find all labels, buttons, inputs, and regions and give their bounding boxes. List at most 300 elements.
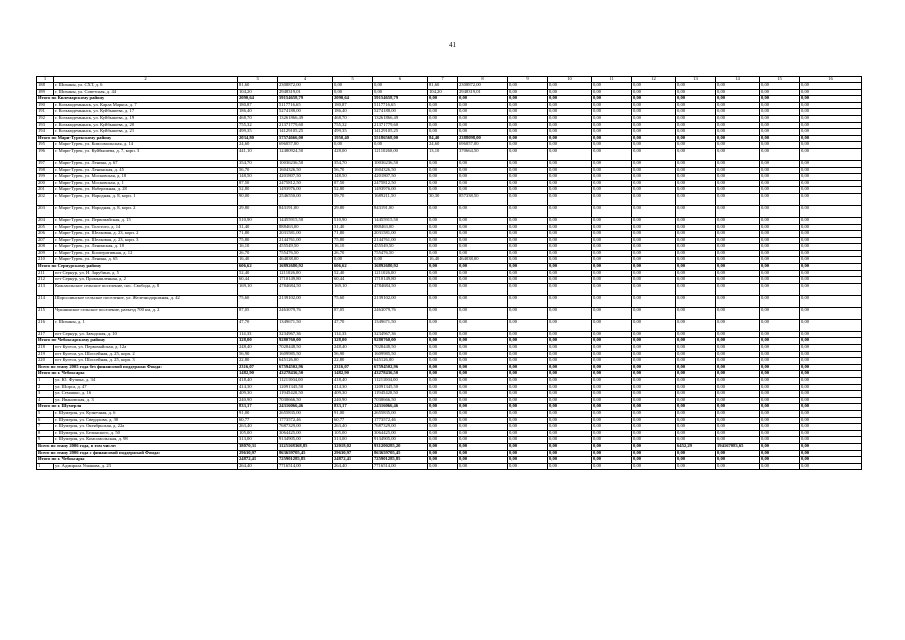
subtotal-label: Всего по этапу 2006 года, в том числе:: [37, 443, 238, 450]
value-cell: 0,00: [458, 384, 508, 391]
value-cell: 428,00: [333, 148, 373, 160]
value-cell: 0,00: [508, 345, 548, 352]
value-cell: 755,32: [333, 122, 373, 129]
value-cell: 0,00: [676, 295, 716, 307]
value-cell: 0,00: [428, 160, 458, 167]
value-cell: 4201807,50: [373, 174, 428, 181]
value-cell: 7030666,50: [278, 397, 333, 404]
value-cell: 0,00: [760, 463, 800, 470]
value-cell: 0,00: [676, 384, 716, 391]
value-cell: 0,00: [716, 378, 760, 385]
value-cell: 0,00: [508, 457, 548, 464]
value-cell: 0,00: [716, 295, 760, 307]
value-cell: 0,00: [800, 319, 862, 331]
value-cell: 0,00: [632, 410, 676, 417]
value-cell: 56,70: [238, 167, 278, 174]
value-cell: 0,00: [632, 338, 676, 345]
value-cell: 0,00: [592, 277, 632, 284]
value-cell: 0,00: [800, 122, 862, 129]
value-cell: 43278436,50: [278, 371, 333, 378]
value-cell: 455549,50: [373, 244, 428, 251]
subtotal-row: [37, 450, 862, 457]
value-cell: 0,00: [458, 231, 508, 238]
row-number-cell: 213: [37, 283, 54, 295]
value-cell: 0,00: [428, 187, 458, 194]
table-row: [37, 463, 862, 470]
value-cell: 0,00: [508, 443, 548, 450]
value-cell: 32018,02: [333, 443, 373, 450]
value-cell: 1604326,50: [373, 167, 428, 174]
value-cell: 0,00: [548, 437, 592, 444]
value-cell: 60,44: [238, 277, 278, 284]
column-number-cell: 5: [333, 77, 373, 83]
row-number-cell: 1: [37, 463, 54, 470]
value-cell: 0,00: [716, 404, 760, 411]
value-cell: 148,50: [238, 174, 278, 181]
value-cell: 0,00: [800, 358, 862, 365]
value-cell: 0,00: [716, 217, 760, 224]
table-row: [37, 437, 862, 444]
value-cell: 0,00: [548, 331, 592, 338]
value-cell: 0,00: [676, 142, 716, 149]
value-cell: 1211026,00: [373, 270, 428, 277]
value-cell: 455549,50: [278, 244, 333, 251]
value-cell: 0,00: [676, 109, 716, 116]
value-cell: 263,40: [333, 424, 373, 431]
value-cell: 0,00: [632, 463, 676, 470]
value-cell: 11945420,50: [373, 391, 428, 398]
value-cell: 16,40: [238, 257, 278, 264]
value-cell: 0,00: [676, 83, 716, 90]
value-cell: 0,00: [676, 424, 716, 431]
value-cell: 0,00: [592, 142, 632, 149]
value-cell: 0,00: [800, 351, 862, 358]
value-cell: 60,77: [333, 417, 373, 424]
value-cell: 0,00: [632, 129, 676, 136]
address-cell: г. Мари-Турек, ул. Первомайская, д. 15: [54, 217, 238, 224]
value-cell: 0,00: [548, 115, 592, 122]
value-cell: 30,30: [428, 193, 458, 205]
value-cell: 0,00: [548, 410, 592, 417]
value-cell: 0,00: [428, 384, 458, 391]
value-cell: 60,44: [333, 277, 373, 284]
value-cell: 0,00: [548, 430, 592, 437]
value-cell: 0,00: [458, 115, 508, 122]
value-cell: 696057,00: [458, 142, 508, 149]
value-cell: 0,00: [508, 331, 548, 338]
table-row: [37, 180, 862, 187]
table-row: [37, 167, 862, 174]
value-cell: 0,00: [760, 364, 800, 371]
value-cell: 0,00: [508, 358, 548, 365]
value-cell: 59154658,79: [278, 96, 333, 103]
column-number-cell: 2: [54, 77, 238, 83]
value-cell: 0,00: [716, 142, 760, 149]
value-cell: 7028448,50: [373, 345, 428, 352]
value-cell: 0,00: [458, 270, 508, 277]
value-cell: 464038,00: [458, 257, 508, 264]
value-cell: 0,00: [716, 89, 760, 96]
value-cell: 0,00: [458, 109, 508, 116]
value-cell: 81,60: [428, 83, 458, 90]
value-cell: 0,00: [800, 450, 862, 457]
value-cell: 0,00: [800, 224, 862, 231]
value-cell: 0,00: [548, 187, 592, 194]
value-cell: 0,00: [548, 283, 592, 295]
value-cell: 0,00: [632, 457, 676, 464]
value-cell: 0,00: [428, 205, 458, 217]
row-number-cell: 5: [37, 410, 54, 417]
value-cell: 0,00: [632, 244, 676, 251]
value-cell: 510,90: [333, 217, 373, 224]
value-cell: 2144761,00: [373, 237, 428, 244]
value-cell: 0,00: [592, 89, 632, 96]
value-cell: 0,00: [592, 424, 632, 431]
value-cell: 0,00: [508, 307, 548, 319]
value-cell: 0,00: [716, 371, 760, 378]
value-cell: 0,00: [632, 193, 676, 205]
address-cell: г. Шиханы, д. 1: [54, 319, 238, 331]
value-cell: 0,00: [458, 371, 508, 378]
value-cell: 857338,50: [458, 193, 508, 205]
value-cell: 0,00: [548, 180, 592, 187]
table-row: [37, 174, 862, 181]
value-cell: 59,70: [333, 193, 373, 205]
table-row: [37, 115, 862, 122]
value-cell: 0,00: [716, 430, 760, 437]
value-cell: 13,10: [428, 148, 458, 160]
value-cell: 0,00: [800, 244, 862, 251]
value-cell: 0,00: [760, 345, 800, 352]
value-cell: 0,00: [592, 410, 632, 417]
value-cell: 0,00: [508, 89, 548, 96]
row-number-cell: 7: [37, 424, 54, 431]
value-cell: 2655835,00: [278, 410, 333, 417]
value-cell: 0,00: [458, 391, 508, 398]
value-cell: 0,00: [548, 167, 592, 174]
value-cell: 2546550,00: [278, 193, 333, 205]
value-cell: 0,00: [800, 174, 862, 181]
table-row: [37, 148, 862, 160]
address-cell: г. Шиханы, ул. Советская, д. 44: [54, 89, 238, 96]
column-number-cell: 7: [428, 77, 458, 83]
value-cell: 0,00: [592, 237, 632, 244]
address-cell: ул. Шорса, д. 47: [54, 384, 238, 391]
value-cell: 1493976,00: [373, 187, 428, 194]
value-cell: 0,00: [592, 319, 632, 331]
value-cell: 9280760,00: [373, 338, 428, 345]
value-cell: 0,00: [428, 358, 458, 365]
value-cell: 0,00: [548, 160, 592, 167]
value-cell: 0,00: [676, 167, 716, 174]
value-cell: 0,00: [428, 244, 458, 251]
value-cell: 0,00: [676, 331, 716, 338]
value-cell: 0,00: [592, 397, 632, 404]
value-cell: 0,00: [800, 391, 862, 398]
value-cell: 52,40: [333, 270, 373, 277]
value-cell: 0,00: [716, 391, 760, 398]
value-cell: 0,00: [458, 397, 508, 404]
value-cell: 2475812,50: [373, 180, 428, 187]
value-cell: 0,00: [458, 277, 508, 284]
address-cell: г. Шумерля, ул. Свердлова, д. 30: [54, 417, 238, 424]
table-body: [37, 77, 862, 470]
address-cell: г. Шумерля, ул. Октябрьская, д. 22а: [54, 424, 238, 431]
value-cell: 0,00: [508, 160, 548, 167]
value-cell: 2316,07: [333, 364, 373, 371]
value-cell: 14129105,25: [373, 129, 428, 136]
row-number-cell: 191: [37, 109, 54, 116]
value-cell: 499,35: [333, 129, 373, 136]
subtotal-label: Итого по Чебоксарскому району: [37, 338, 238, 345]
value-cell: 0,00: [800, 457, 862, 464]
value-cell: 0,00: [800, 250, 862, 257]
value-cell: 0,00: [760, 437, 800, 444]
address-cell: г. Мари-Турек, ул. Московская, д. 1: [54, 180, 238, 187]
value-cell: 0,00: [676, 115, 716, 122]
value-cell: 24872,41: [333, 457, 373, 464]
value-cell: 0,00: [800, 193, 862, 205]
value-cell: 696057,00: [278, 142, 333, 149]
value-cell: 0,00: [548, 250, 592, 257]
value-cell: 0,00: [716, 174, 760, 181]
value-cell: 67594502,96: [373, 364, 428, 371]
value-cell: 0,00: [676, 371, 716, 378]
value-cell: 0,00: [800, 277, 862, 284]
row-number-cell: 193: [37, 122, 54, 129]
value-cell: 0,00: [508, 391, 548, 398]
row-number-cell: 210: [37, 257, 54, 264]
value-cell: 2139102,00: [373, 295, 428, 307]
value-cell: 6452,29: [676, 443, 716, 450]
row-number-cell: 204: [37, 217, 54, 224]
value-cell: 7028448,50: [278, 345, 333, 352]
value-cell: 0,00: [428, 338, 458, 345]
value-cell: 0,00: [592, 231, 632, 238]
value-cell: 0,00: [632, 270, 676, 277]
address-cell: г. Мари-Турек, ул. Ленина, д. 67: [54, 160, 238, 167]
value-cell: 1689211,50: [373, 193, 428, 205]
value-cell: 0,00: [676, 397, 716, 404]
value-cell: 464038,00: [278, 257, 333, 264]
value-cell: 0,00: [632, 364, 676, 371]
value-cell: 0,00: [508, 96, 548, 103]
address-cell: г. Козьмодемьянск, ул. Куйбышева, д. 17: [54, 109, 238, 116]
value-cell: 0,00: [676, 148, 716, 160]
value-cell: 3064425,00: [278, 430, 333, 437]
value-cell: 0,00: [548, 338, 592, 345]
value-cell: 0,00: [508, 129, 548, 136]
value-cell: 0,00: [508, 450, 548, 457]
address-cell: г. Мари-Турек, ул. Ленинская, д. 45: [54, 167, 238, 174]
value-cell: 0,00: [508, 193, 548, 205]
value-cell: 0,00: [716, 397, 760, 404]
value-cell: 0,00: [716, 424, 760, 431]
table-row: [37, 231, 862, 238]
value-cell: 0,00: [760, 270, 800, 277]
value-cell: 0,00: [548, 96, 592, 103]
value-cell: 0,00: [716, 384, 760, 391]
value-cell: 0,00: [592, 96, 632, 103]
value-cell: 0,00: [508, 224, 548, 231]
value-cell: 0,00: [676, 410, 716, 417]
value-cell: 2475812,50: [278, 180, 333, 187]
table-row: [37, 295, 862, 307]
value-cell: 0,00: [592, 391, 632, 398]
value-cell: 21371779,60: [373, 122, 428, 129]
table-row: [37, 89, 862, 96]
value-cell: 0,00: [632, 397, 676, 404]
value-cell: 0,00: [632, 187, 676, 194]
value-cell: 0,00: [548, 224, 592, 231]
value-cell: 0,00: [760, 135, 800, 142]
value-cell: 56,90: [238, 351, 278, 358]
column-number-cell: 13: [676, 77, 716, 83]
value-cell: 0,00: [760, 96, 800, 103]
value-cell: 0,00: [716, 224, 760, 231]
value-cell: 3234967,36: [278, 331, 333, 338]
value-cell: 0,00: [760, 443, 800, 450]
value-cell: 0,00: [508, 109, 548, 116]
value-cell: 0,00: [508, 205, 548, 217]
value-cell: 0,00: [508, 264, 548, 271]
value-cell: 0,00: [632, 96, 676, 103]
table-row: [37, 193, 862, 205]
value-cell: 0,00: [508, 417, 548, 424]
value-cell: 240,90: [333, 397, 373, 404]
value-cell: 409,30: [238, 391, 278, 398]
value-cell: 725901285,85: [373, 457, 428, 464]
address-cell: пгт Сернур, ул. Н. Зарубина, д. 5: [54, 270, 238, 277]
value-cell: 0,00: [428, 437, 458, 444]
value-cell: 0,00: [760, 142, 800, 149]
value-cell: 0,00: [760, 417, 800, 424]
value-cell: 0,00: [428, 331, 458, 338]
value-cell: 4784684,50: [278, 283, 333, 295]
value-cell: 833,17: [238, 404, 278, 411]
subtotal-row: [37, 443, 862, 450]
value-cell: 0,00: [676, 437, 716, 444]
column-number-cell: 11: [592, 77, 632, 83]
value-cell: 24316066,46: [373, 404, 428, 411]
table-row: [37, 345, 862, 352]
value-cell: 29,80: [333, 205, 373, 217]
value-cell: 0,00: [592, 122, 632, 129]
row-number-cell: 198: [37, 167, 54, 174]
value-cell: 0,00: [548, 450, 592, 457]
value-cell: 87,50: [333, 180, 373, 187]
value-cell: 0,00: [800, 187, 862, 194]
value-cell: 0,00: [592, 250, 632, 257]
subtotal-row: [37, 404, 862, 411]
address-cell: пгт Кугеси, ул. Первомайская, д. 12а: [54, 345, 238, 352]
row-number-cell: 9: [37, 437, 54, 444]
table-row: [37, 277, 862, 284]
value-cell: 0,00: [716, 115, 760, 122]
value-cell: 328,00: [238, 338, 278, 345]
value-cell: 16892680,92: [278, 264, 333, 271]
value-cell: 57574666,00: [278, 135, 333, 142]
value-cell: 645126,00: [373, 358, 428, 365]
value-cell: 248,40: [238, 345, 278, 352]
table-row: [37, 283, 862, 295]
value-cell: 0,00: [632, 231, 676, 238]
value-cell: 0,00: [760, 404, 800, 411]
table-row: [37, 391, 862, 398]
value-cell: 510,90: [238, 217, 278, 224]
table-row: [37, 331, 862, 338]
value-cell: 0,00: [760, 424, 800, 431]
value-cell: 0,00: [458, 307, 508, 319]
value-cell: 0,00: [592, 205, 632, 217]
value-cell: 0,00: [800, 371, 862, 378]
value-cell: 0,00: [508, 187, 548, 194]
value-cell: 0,00: [632, 250, 676, 257]
value-cell: 0,00: [592, 371, 632, 378]
value-cell: 0,00: [800, 257, 862, 264]
value-cell: 0,00: [458, 364, 508, 371]
value-cell: 0,00: [508, 244, 548, 251]
value-cell: 0,00: [632, 378, 676, 385]
value-cell: 0,00: [508, 174, 548, 181]
value-cell: 0,00: [800, 417, 862, 424]
address-cell: Кожлаольское сельское поселение, пос. Свобода, д. 8: [54, 283, 238, 295]
table-row: [37, 397, 862, 404]
value-cell: 0,00: [676, 96, 716, 103]
value-cell: 0,00: [428, 371, 458, 378]
value-cell: 0,00: [760, 250, 800, 257]
address-cell: пгт Сернур, ул. Промышленная, д. 2: [54, 277, 238, 284]
value-cell: 0,00: [548, 148, 592, 160]
value-cell: 0,00: [458, 319, 508, 331]
value-cell: 12091345,50: [278, 384, 333, 391]
value-cell: 0,00: [676, 463, 716, 470]
value-cell: 0,00: [716, 270, 760, 277]
value-cell: 2144761,00: [278, 237, 333, 244]
value-cell: 0,00: [800, 142, 862, 149]
value-cell: 0,00: [800, 102, 862, 109]
value-cell: 194167083,65: [716, 443, 760, 450]
value-cell: 104,20: [238, 89, 278, 96]
value-cell: 7687329,00: [373, 424, 428, 431]
value-cell: 0,00: [632, 443, 676, 450]
value-cell: 105,00: [238, 430, 278, 437]
value-cell: 91,00: [238, 410, 278, 417]
value-cell: 0,00: [676, 270, 716, 277]
row-number-cell: 218: [37, 345, 54, 352]
value-cell: 0,00: [548, 295, 592, 307]
value-cell: 0,00: [676, 358, 716, 365]
value-cell: 0,00: [548, 244, 592, 251]
value-cell: 0,00: [632, 264, 676, 271]
value-cell: 0,00: [508, 142, 548, 149]
value-cell: 0,00: [760, 391, 800, 398]
address-cell: пгт Сернур, ул. Заводская, д. 10: [54, 331, 238, 338]
value-cell: 0,00: [592, 102, 632, 109]
value-cell: 52,80: [333, 187, 373, 194]
value-cell: 0,00: [632, 283, 676, 295]
value-cell: 0,00: [632, 358, 676, 365]
value-cell: 0,00: [508, 397, 548, 404]
value-cell: 0,00: [760, 217, 800, 224]
value-cell: 55186568,00: [373, 135, 428, 142]
value-cell: 0,00: [760, 83, 800, 90]
value-cell: 13261866,49: [373, 115, 428, 122]
subtotal-label: Итого по Сернурскому району: [37, 264, 238, 271]
value-cell: 0,00: [632, 89, 676, 96]
value-cell: 0,00: [760, 109, 800, 116]
value-cell: 0,00: [716, 102, 760, 109]
